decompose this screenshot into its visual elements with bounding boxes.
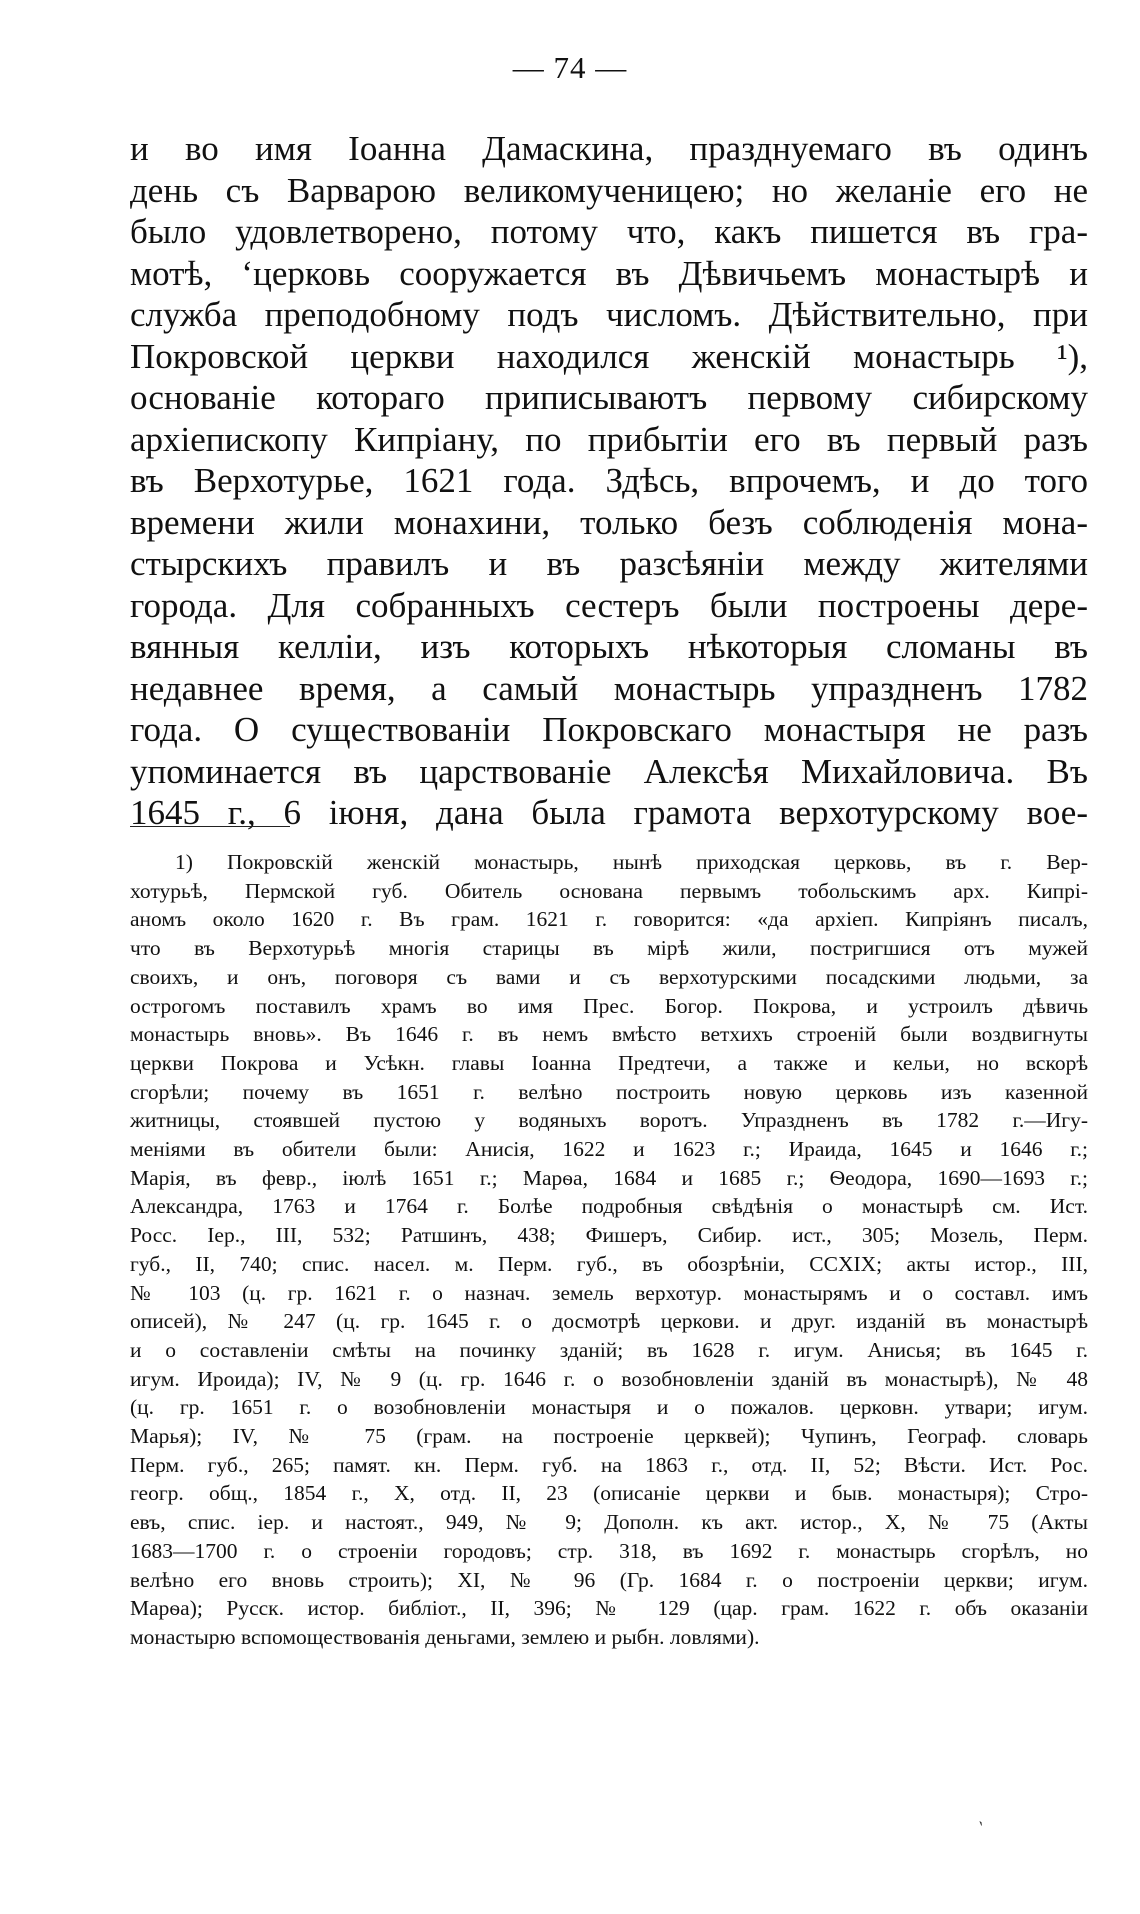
text-line: архіепископу Кипріану, по прибытіи его въ первый разъ — [130, 419, 1088, 459]
stray-mark: ` — [969, 1817, 986, 1841]
page-number: — 74 — — [512, 50, 628, 85]
text-line: недавнее время, а самый монастырь упраздненъ 1782 — [130, 668, 1088, 708]
footnote-line: 1683—1700 г. о строеніи городовъ; стр. 318, въ 1692 г. монастырь сгорѣлъ, но — [130, 1538, 1088, 1563]
footnote-line: Марѳа); Русск. истор. библіот., II, 396; № 129 (цар. грам. 1622 г. объ оказаніи — [130, 1596, 1088, 1621]
footnote-line: описей), № 247 (ц. гр. 1645 г. о досмотрѣ церкови. и друг. изданій въ монастырѣ — [130, 1309, 1088, 1334]
footnote-line: монастырю вспомоществованія деньгами, землею и рыбн. ловлями). — [130, 1624, 760, 1649]
footnote-line: геогр. общ., 1854 г., X, отд. II, 23 (описаніе церкви и быв. монастыря); Стро- — [130, 1481, 1088, 1506]
text-line: Покровской церкви находился женскій монастырь ¹), — [130, 336, 1088, 376]
footnote-line: житницы, стоявшей пустою у водяныхъ воротъ. Упраздненъ въ 1782 г.—Игу- — [130, 1108, 1088, 1133]
footnote-line: игум. Ироида); IV, № 9 (ц. гр. 1646 г. о возобновленіи зданій въ монастырѣ), № 48 — [130, 1366, 1088, 1391]
footnote-line: меніями въ обители были: Анисія, 1622 и 1623 г.; Ираида, 1645 и 1646 г.; — [130, 1137, 1088, 1162]
footnote-text: Покровскій женскій монастырь, нынѣ приходская церковь, въ г. Вер- — [227, 850, 1089, 874]
footnote-line: № 103 (ц. гр. 1621 г. о назнач. земель верхотур. монастырямъ и о составл. имъ — [130, 1280, 1088, 1305]
main-text — [130, 128, 1088, 834]
footnote-line: (ц. гр. 1651 г. о возобновленіи монастыря и о пожалов. церковн. утвари; игум. — [130, 1395, 1088, 1420]
footnote-line: Перм. губ., 265; памят. кн. Перм. губ. на 1863 г., отд. II, 52; Вѣсти. Ист. Рос. — [130, 1452, 1088, 1477]
footnote-line: хотурьѣ, Пермской губ. Обитель основана первымъ тобольскимъ арх. Кипрі- — [130, 878, 1088, 903]
text-line: города. Для собранныхъ сестеръ были построены дере- — [130, 585, 1088, 625]
footnote-line: сгорѣли; почему въ 1651 г. велѣно построить новую церковь изъ казенной — [130, 1079, 1088, 1104]
footnote — [130, 848, 1088, 1652]
text-line: мотѣ, ʻцерковь сооружается въ Дѣвичьемъ монастырѣ и — [130, 253, 1088, 293]
footnote-line: губ., II, 740; спис. насел. м. Перм. губ., въ обозрѣніи, CCXIX; акты истор., III, — [130, 1251, 1088, 1276]
footnote-line: Марья); IV, № 75 (грам. на построеніе церквей); Чупинъ, Географ. словарь — [130, 1424, 1088, 1449]
footnote-line: аномъ около 1620 г. Въ грам. 1621 г. говорится: «да архіеп. Кипріянъ писалъ, — [130, 907, 1088, 932]
footnote-line: Росс. Іер., III, 532; Ратшинъ, 438; Фишеръ, Сибир. ист., 305; Мозель, Перм. — [130, 1223, 1088, 1248]
footnote-line: монастырь вновь». Въ 1646 г. въ немъ вмѣсто ветхихъ строеній были воздвигнуты — [130, 1022, 1088, 1047]
footnote-line: Марія, въ февр., іюлѣ 1651 г.; Марѳа, 1684 и 1685 г.; Ѳеодора, 1690—1693 г.; — [130, 1165, 1088, 1190]
text-line: упоминается въ царствованіе Алексѣя Михайловича. Въ — [130, 751, 1088, 791]
text-line: служба преподобному подъ числомъ. Дѣйствительно, при — [130, 295, 1088, 334]
text-line: и во имя Іоанна Дамаскина, празднуемаго въ одинъ — [130, 129, 1088, 168]
text-line: было удовлетворено, потому что, какъ пишется въ гра- — [130, 212, 1088, 251]
text-line: 1645 г., 6 іюня, дана была грамота верхотурскому вое- — [130, 793, 1088, 832]
footnote-line: Александра, 1763 и 1764 г. Болѣе подробныя свѣдѣнія о монастырѣ см. Ист. — [130, 1194, 1088, 1219]
footnote-line: евъ, спис. іер. и настоят., 949, № 9; Дополн. къ акт. истор., X, № 75 (Акты — [130, 1510, 1088, 1535]
footnote-line: церкви Покрова и Усѣкн. главы Іоанна Предтечи, а также и кельи, но вскорѣ — [130, 1050, 1088, 1075]
footnote-line: острогомъ поставилъ храмъ во имя Прес. Богор. Покрова, и устроилъ дѣвичь — [130, 993, 1088, 1018]
text-line: вянныя келліи, изъ которыхъ нѣкоторыя сломаны въ — [130, 627, 1088, 666]
footnote-line: велѣно его вновь строить); XI, № 96 (Гр. 1684 г. о построеніи церкви; игум. — [130, 1567, 1088, 1592]
text-line: въ Верхотурье, 1621 года. Здѣсь, впрочемъ, и до того — [130, 461, 1088, 500]
footnote-line: своихъ, и онъ, поговоря съ вами и съ верхотурскими посадскими людьми, за — [130, 964, 1088, 989]
text-line: стырскихъ правилъ и въ разсѣяніи между жителями — [130, 544, 1088, 583]
footnote-marker: 1) — [175, 850, 193, 874]
text-line: года. О существованіи Покровскаго монастыря не разъ — [130, 710, 1088, 749]
footnote-line: что въ Верхотурьѣ многія старицы въ мірѣ жили, постригшися отъ мужей — [130, 936, 1088, 961]
text-line: основаніе котораго приписываютъ первому сибирскому — [130, 378, 1088, 417]
footnote-line: и о составленіи смѣты на починку зданій; въ 1628 г. игум. Анисья; въ 1645 г. — [130, 1337, 1088, 1362]
footnote-separator — [130, 826, 290, 827]
footnote-line-first — [130, 848, 1088, 877]
text-line: времени жили монахини, только безъ соблюденія мона- — [130, 502, 1088, 542]
text-line: день съ Варварою великомученицею; но желаніе его не — [130, 170, 1088, 210]
